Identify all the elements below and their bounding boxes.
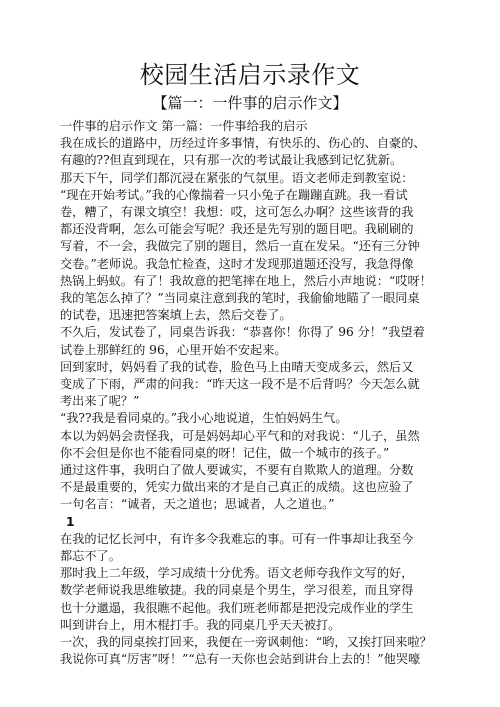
- text-line: 在我的记忆长河中，有许多令我难忘的事。可有一件事却让我至今: [60, 531, 414, 546]
- text-line: 你不会但是你也不能看同桌的呀！记住，做一个城市的孩子。”: [60, 445, 390, 460]
- text-line: 卷，糟了，有课文填空！我想：哎，这可怎么办啊？这些该背的我: [60, 205, 414, 220]
- section-heading: 【篇一：一件事的启示作文】: [152, 94, 348, 112]
- text-line: 都还没背啊，怎么可能会写呢？我还是先写别的题目吧。我刷刷的: [60, 222, 414, 237]
- text-line: 一件事的启示作文 第一篇：一件事给我的启示: [60, 119, 308, 133]
- text-line: 数学老师说我思维敏捷。我的同桌是个男生，学习很差，而且穿得: [60, 583, 414, 598]
- text-line: “现在开始考试。”我的心像揣着一只小兔子在蹦蹦直跳。我一看试: [60, 187, 408, 202]
- text-line: 我说你可真“厉害”呀！”“总有一天你也会站到讲台上去的！”他哭嚎: [60, 652, 421, 667]
- text-line: 试卷上那鲜红的 96，心里开始不安起来。: [60, 342, 287, 357]
- text-line: 有趣的??但直到现在，只有那一次的考试最让我感到记忆犹新。: [60, 153, 403, 168]
- text-line: 我的笔怎么掉了？”当同桌注意到我的笔时，我偷偷地瞄了一眼同桌: [60, 291, 420, 306]
- text-line: 变成了下雨，严肃的问我：“昨天这一段不是不后背吗？今天怎么就: [60, 377, 420, 392]
- text-line: 的试卷，迅速把答案填上去，然后交卷了。: [60, 308, 292, 323]
- page-title: 校园生活启示录作文: [139, 61, 361, 89]
- text-line: 也十分邋遢，我很瞧不起他。我们班老师都是把没完成作业的学生: [60, 600, 414, 615]
- text-line: 回到家时，妈妈看了我的试卷，脸色马上由晴天变成多云，然后又: [60, 359, 414, 374]
- text-line: 一次，我的同桌挨打回来，我便在一旁讽刺他：“哟，又挨打回来啦？: [60, 635, 432, 650]
- text-line: 通过这件事，我明白了做人要诚实，不要有自欺欺人的道理。分数: [60, 463, 414, 478]
- page-number-marker: 1: [66, 514, 75, 529]
- text-line: 不久后，发试卷了，同桌告诉我：“恭喜你！你得了 96 分！”我望着: [60, 325, 425, 340]
- article-body: [60, 118, 450, 669]
- text-line: 交卷。”老师说。我急忙检查，这时才发现那道题还没写，我急得像: [60, 256, 414, 271]
- text-line: 不是最重要的，凭实力做出来的才是自己真正的成绩。这也应验了: [60, 480, 414, 495]
- text-line: 我在成长的道路中，历经过许多事情，有快乐的、伤心的、自豪的、: [60, 136, 426, 151]
- text-line: 那天下午，同学们都沉浸在紧张的气氛里。语文老师走到教室说：: [60, 170, 414, 185]
- text-line: 一句名言：“诚者，天之道也；思诚者，人之道也。”: [60, 497, 335, 512]
- text-line: 叫到讲台上，用木棍打手。我的同桌几乎天天被打。: [60, 617, 341, 632]
- text-line: 那时我上二年级，学习成绩十分优秀。语文老师夸我作文写的好，: [60, 566, 414, 581]
- text-line: 写着，不一会，我做完了别的题目，然后一直在发呆。“还有三分钟: [60, 239, 420, 254]
- text-line: 本以为妈妈会责怪我，可是妈妈却心平气和的对我说：“儿子，虽然: [60, 428, 420, 443]
- text-line: “我??我是看同桌的。”我小心地说道，生怕妈妈生气。: [60, 411, 348, 426]
- text-line: 热锅上蚂蚁。有了！我故意的把笔摔在地上，然后小声地说：“哎呀！: [60, 273, 432, 288]
- text-line: 考出来了呢？”: [60, 394, 140, 409]
- text-line: 都忘不了。: [60, 549, 121, 564]
